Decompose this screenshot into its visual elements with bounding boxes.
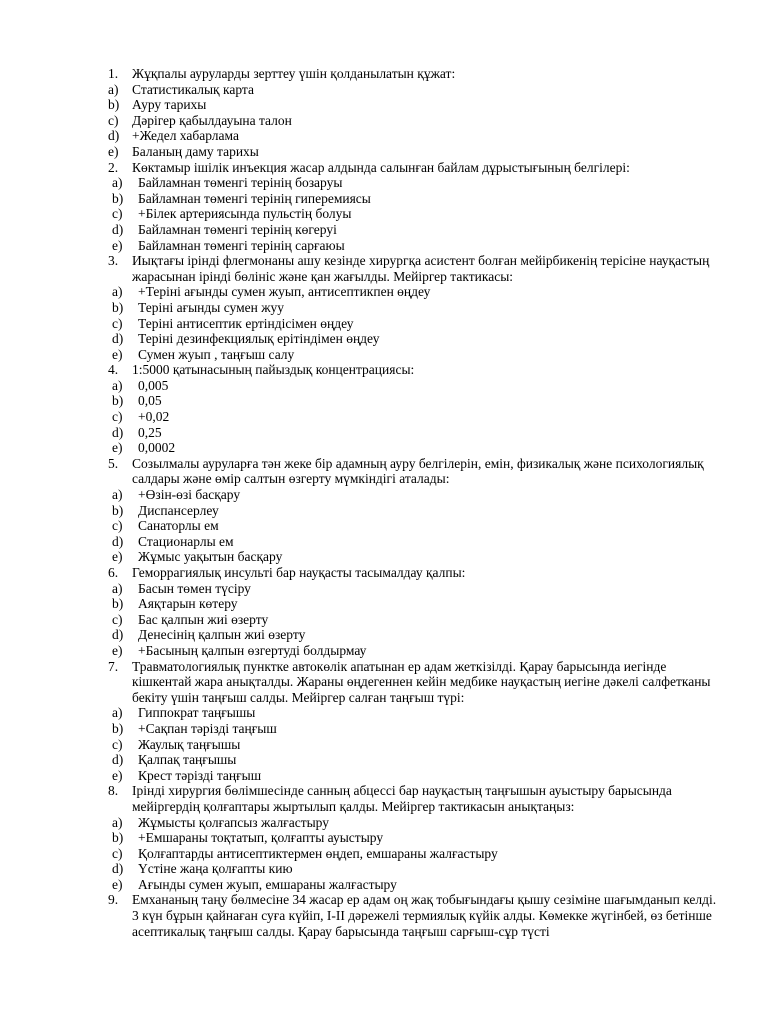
option-text: 0,25 [138, 424, 162, 440]
option-text: 0,005 [138, 377, 169, 393]
option-label: d) [112, 331, 124, 347]
option-text: 0,0002 [138, 440, 176, 456]
question-number: 6. [108, 565, 119, 580]
question-number: 8. [108, 783, 119, 799]
question-7 [108, 659, 720, 706]
option-label: c) [112, 409, 123, 425]
answer-option [108, 378, 720, 394]
option-text: Жұмысты қолғапсыз жалғастыру [138, 814, 329, 830]
question-text: Жұқпалы ауруларды зерттеу үшін қолданылатын құжат: [132, 66, 456, 81]
option-label: d) [108, 128, 120, 144]
question-text: Иықтағы ірінді флегмонаны ашу кезінде хирургқа асистент болған мейірбикенің терісіне науқастың жарасынан ірінді бөлініс және қан жағылды. Мейіргер тактикасы: [132, 253, 710, 284]
option-text: Дәрігер қабылдауына талон [132, 112, 292, 128]
option-text: Байламнан төменгі терінің сарғаюы [138, 237, 345, 253]
option-text: Баланың даму тарихы [132, 143, 259, 159]
option-label: e) [112, 876, 123, 892]
answer-option [108, 877, 720, 893]
option-text: Байламнан төменгі терінің көгеруі [138, 221, 337, 237]
question-text: Емхананың таңу бөлмесіне 34 жасар ер адам оң жақ тобығындағы қышу сезіміне шағымданып келді. 3 күн бұрын қайнаған суға күйіп, I-II дәрежелі термиялық күйік алды. Көмекке жүгінбей, өз бетінше асептикалық таңғыш салды. Қарау барысында таңғыш сарғыш-сұр түсті [132, 892, 717, 939]
answer-option [108, 331, 720, 347]
question-number: 5. [108, 455, 119, 471]
question-number: 1. [108, 66, 119, 81]
option-text: +Өзін-өзі басқару [138, 487, 241, 503]
option-text: Ауру тарихы [132, 97, 207, 113]
answer-option [108, 440, 720, 456]
option-label: e) [112, 642, 123, 658]
answer-option [108, 705, 720, 721]
answer-option [108, 721, 720, 737]
answer-option [108, 175, 720, 191]
answer-option [108, 830, 720, 846]
option-label: c) [112, 206, 123, 222]
answer-option [108, 144, 720, 160]
option-text: Диспансерлеу [138, 502, 219, 518]
answer-option [108, 534, 720, 550]
option-label: c) [112, 845, 123, 861]
option-label: b) [112, 596, 124, 612]
option-text: Байламнан төменгі терінің гиперемиясы [138, 190, 371, 206]
option-text: Байламнан төменгі терінің бозаруы [138, 175, 343, 191]
answer-option [108, 113, 720, 129]
option-label: a) [112, 487, 123, 503]
option-text: +Емшараны тоқтатып, қолғапты ауыстыру [138, 830, 384, 846]
option-text: Қалпақ таңғышы [138, 752, 237, 768]
option-label: d) [112, 533, 124, 549]
option-text: Жұмыс уақытын басқару [138, 549, 283, 565]
option-text: +Сақпан тәрізді таңғыш [138, 720, 277, 736]
answer-option [108, 815, 720, 831]
option-text: Теріні ағынды сумен жуу [138, 299, 285, 315]
option-text: Денесінің қалпын жиі өзерту [138, 627, 306, 643]
option-label: a) [112, 705, 123, 721]
answer-option [108, 768, 720, 784]
option-text: Қолғаптарды антисептиктермен өңдеп, емшараны жалғастыру [138, 845, 498, 861]
option-text: Аяқтарын көтеру [138, 596, 238, 612]
option-text: Сумен жуып , таңғыш салу [138, 346, 295, 362]
option-text: Үстіне жаңа қолғапты кию [138, 861, 293, 877]
answer-option [108, 487, 720, 503]
option-label: c) [108, 112, 119, 128]
option-label: e) [112, 549, 123, 565]
option-label: b) [112, 299, 124, 315]
option-text: Ағынды сумен жуып, емшараны жалғастыру [138, 876, 397, 892]
option-label: c) [112, 736, 123, 752]
answer-option [108, 846, 720, 862]
option-label: b) [112, 502, 124, 518]
option-label: a) [112, 814, 123, 830]
answer-option [108, 284, 720, 300]
option-label: a) [112, 377, 123, 393]
option-text: Теріні дезинфекциялық ерітіндімен өңдеу [138, 331, 380, 347]
option-text: Бас қалпын жиі өзерту [138, 611, 269, 627]
option-text: Гиппократ таңғышы [138, 705, 256, 721]
option-text: Санаторлы ем [138, 518, 219, 534]
question-number: 7. [108, 658, 119, 674]
answer-option [108, 503, 720, 519]
option-text: Стационарлы ем [138, 533, 234, 549]
answer-option [108, 752, 720, 768]
answer-option [108, 409, 720, 425]
question-list [108, 66, 720, 939]
question-text: Көктамыр ішілік инъекция жасар алдында салынған байлам дұрыстығының белгілері: [132, 159, 630, 175]
answer-option [108, 238, 720, 254]
answer-option [108, 581, 720, 597]
question-number: 3. [108, 253, 119, 269]
option-text: Басын төмен түсіру [138, 580, 251, 596]
answer-option [108, 643, 720, 659]
question-text: Геморрагиялық инсульті бар науқасты тасымалдау қалпы: [132, 565, 466, 580]
question-text: Травматологиялық пунктке автокөлік апатынан ер адам жеткізілді. Қарау барысында иегінде кішкентай жара анықталды. Жараны өңдегеннен кейін медбике науқастың иегіне дәкелі салфетканы бекіту үшін таңғыш салды. Мейіргер салған таңғыш түрі: [132, 658, 711, 705]
option-label: a) [108, 81, 119, 97]
option-label: e) [108, 143, 119, 159]
option-label: d) [112, 627, 124, 643]
option-label: a) [112, 580, 123, 596]
question-number: 4. [108, 362, 119, 378]
question-number: 2. [108, 159, 119, 175]
answer-option [108, 861, 720, 877]
option-label: d) [112, 424, 124, 440]
answer-option [108, 222, 720, 238]
question-text: Созылмалы ауруларға тән жеке бір адамның ауру белгілерін, емін, физикалық және психологиялық салдары және өмір салтын өзгерту мүмкіндігі аталады: [132, 455, 704, 487]
question-text: Ірінді хирургия бөлімшесінде санның абцессі бар науқастың таңғышын ауыстыру барысында мейіргердің қолғаптары жыртылып қалды. Мейіргер тактикасын анықтаңыз: [132, 783, 672, 814]
option-text: +Басының қалпын өзгертуді болдырмау [138, 642, 367, 658]
option-label: e) [112, 440, 123, 456]
option-label: b) [112, 190, 124, 206]
question-9 [108, 892, 720, 939]
question-1 [108, 66, 720, 82]
option-label: e) [112, 767, 123, 783]
question-number: 9. [108, 892, 119, 908]
option-label: d) [112, 861, 124, 877]
answer-option [108, 347, 720, 363]
option-label: a) [112, 284, 123, 300]
option-text: +Жедел хабарлама [132, 128, 239, 144]
option-label: b) [108, 97, 120, 113]
option-text: +Теріні ағынды сумен жуып, антисептикпен өңдеу [138, 284, 431, 300]
answer-option [108, 128, 720, 144]
question-text: 1:5000 қатынасының пайыздық концентрациясы: [132, 362, 415, 378]
question-4 [108, 362, 720, 378]
option-text: Жаулық таңғышы [138, 736, 241, 752]
answer-option [108, 612, 720, 628]
answer-option [108, 737, 720, 753]
question-8 [108, 783, 720, 814]
option-label: c) [112, 315, 123, 331]
option-text: Теріні антисептик ертіндісімен өңдеу [138, 315, 354, 331]
option-label: d) [112, 752, 124, 768]
option-label: b) [112, 830, 124, 846]
option-text: +Білек артериясында пульстің болуы [138, 206, 352, 222]
answer-option [108, 316, 720, 332]
option-label: c) [112, 518, 123, 534]
option-label: e) [112, 346, 123, 362]
question-3 [108, 253, 720, 284]
answer-option [108, 549, 720, 565]
option-label: e) [112, 237, 123, 253]
option-text: +0,02 [138, 409, 170, 425]
answer-option [108, 300, 720, 316]
answer-option [108, 393, 720, 409]
option-text: Крест тәрізді таңғыш [138, 767, 262, 783]
answer-option [108, 596, 720, 612]
answer-option [108, 82, 720, 98]
question-5 [108, 456, 720, 487]
answer-option [108, 191, 720, 207]
option-label: b) [112, 720, 124, 736]
option-label: a) [112, 175, 123, 191]
answer-option [108, 97, 720, 113]
option-text: 0,05 [138, 393, 162, 409]
answer-option [108, 206, 720, 222]
question-2 [108, 160, 720, 176]
option-text: Статистикалық карта [132, 81, 254, 97]
option-label: b) [112, 393, 124, 409]
answer-option [108, 627, 720, 643]
answer-option [108, 518, 720, 534]
question-6 [108, 565, 720, 581]
answer-option [108, 425, 720, 441]
option-label: c) [112, 611, 123, 627]
option-label: d) [112, 221, 124, 237]
